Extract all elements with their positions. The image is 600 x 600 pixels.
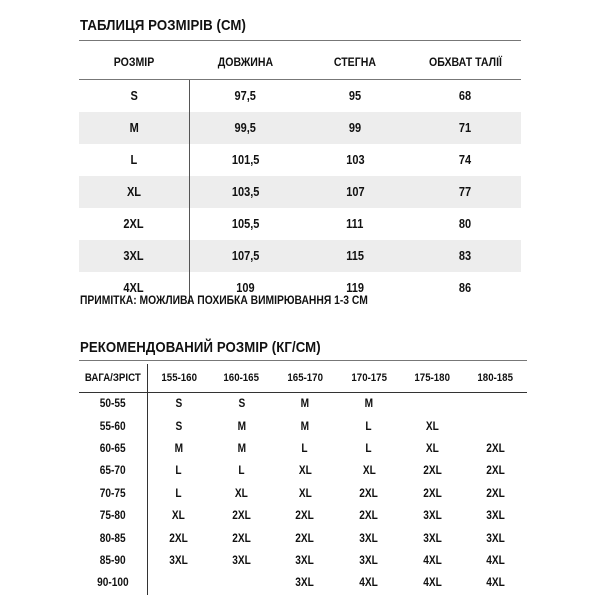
table-cell: [79, 80, 189, 113]
table-cell: [79, 176, 189, 208]
recommended-title-rule: [79, 360, 527, 361]
size-header-label: РОЗМІР: [113, 54, 155, 69]
corner-label: ВАГА/ЗРІСТ: [84, 372, 141, 384]
recommended-size-cell: [464, 550, 527, 572]
waist-header-label: ОБХВАТ ТАЛІЇ: [428, 54, 502, 69]
cell-value: 107,5: [231, 249, 260, 263]
recommended-size-cell: [401, 527, 464, 549]
recommended-size-value: XL: [235, 487, 248, 500]
recommended-size-value: XL: [298, 487, 312, 500]
cell-value: 99,5: [234, 121, 256, 135]
table-cell: [79, 112, 189, 144]
weight-range-label: 50-55: [99, 398, 126, 411]
cell-value: 107: [345, 185, 365, 199]
recommended-title: РЕКОМЕНДОВАНИЙ РОЗМІР (КГ/СМ): [80, 339, 321, 356]
recommended-size-value: XL: [426, 420, 439, 433]
recommended-size-value: 3XL: [423, 532, 442, 545]
recommended-size-value: L: [365, 420, 373, 433]
recommended-size-cell: [337, 393, 401, 416]
recommended-size-value: 2XL: [169, 532, 189, 545]
table-cell: [301, 176, 409, 208]
weight-range-label: 90-100: [96, 577, 129, 590]
recommended-size-cell: [401, 393, 464, 416]
cell-value: M: [129, 121, 139, 135]
table-cell: [189, 144, 301, 176]
table-row: [79, 144, 521, 176]
recommended-size-value: 2XL: [295, 532, 315, 545]
table-row: [79, 240, 521, 272]
recommended-size-cell: [337, 438, 401, 460]
height-range-label: 165-170: [287, 372, 323, 384]
recommended-size-cell: [147, 527, 210, 549]
recommended-size-cell: [401, 505, 464, 527]
recommended-size-cell: [210, 505, 273, 527]
recommended-size-value: 3XL: [295, 554, 315, 567]
cell-value: 101,5: [231, 153, 260, 167]
recommended-size-cell: [464, 527, 527, 549]
recommended-size-cell: [401, 438, 464, 460]
table-row: [79, 393, 527, 416]
recommended-size-value: 4XL: [486, 577, 505, 590]
table-row: [79, 505, 527, 527]
recommended-size-cell: [147, 415, 210, 437]
weight-range-cell: [79, 438, 147, 460]
recommended-size-value: 4XL: [423, 577, 442, 590]
recommended-size-value: M: [300, 420, 310, 433]
table-row: [79, 483, 527, 505]
recommended-size-cell: [337, 483, 401, 505]
cell-value: 111: [346, 217, 364, 231]
recommended-size-cell: [210, 460, 273, 482]
table-cell: [409, 80, 521, 113]
recommended-header-row: [79, 364, 527, 393]
weight-range-cell: [79, 505, 147, 527]
recommended-size-cell: [273, 527, 337, 549]
cell-value: 3XL: [123, 249, 144, 263]
recommended-size-value: 2XL: [423, 487, 442, 500]
recommended-size-cell: [147, 483, 210, 505]
table-cell: [189, 112, 301, 144]
recommended-size-cell: [147, 460, 210, 482]
recommended-size-value: 2XL: [486, 487, 505, 500]
recommended-size-cell: [464, 393, 527, 416]
recommended-size-cell: [401, 460, 464, 482]
weight-range-label: 70-75: [99, 487, 126, 500]
recommended-size-cell: [210, 393, 273, 416]
weight-range-cell: [79, 572, 147, 594]
recommended-size-cell: [464, 415, 527, 437]
table-row: [79, 572, 527, 594]
table-cell: [301, 144, 409, 176]
table-cell: [189, 80, 301, 113]
recommended-size-value: L: [365, 442, 373, 455]
weight-range-label: 65-70: [99, 465, 126, 478]
weight-height-corner: [79, 364, 147, 393]
recommended-size-cell: [210, 438, 273, 460]
cell-value: 115: [346, 249, 364, 263]
recommended-size-cell: [273, 505, 337, 527]
measurement-note: ПРИМІТКА: МОЖЛИВА ПОХИБКА ВИМІРЮВАННЯ 1-3 СМ: [80, 293, 368, 307]
table-row: [79, 527, 527, 549]
table-cell: [409, 112, 521, 144]
table-cell: [301, 112, 409, 144]
cell-value: 68: [458, 89, 472, 103]
cell-value: 77: [458, 185, 472, 199]
table-cell: [79, 240, 189, 272]
recommended-size-cell: [401, 572, 464, 594]
recommended-size-cell: [210, 527, 273, 549]
recommended-size-value: 3XL: [169, 554, 189, 567]
recommended-size-cell: [337, 505, 401, 527]
table-row: [79, 176, 521, 208]
table-cell: [409, 208, 521, 240]
cell-value: 103: [345, 153, 365, 167]
size-table-header-length: [189, 44, 301, 80]
cell-value: 4XL: [123, 281, 144, 295]
size-table-body: [79, 80, 521, 305]
height-range-header: [210, 364, 273, 393]
cell-value: 105,5: [231, 217, 260, 231]
recommended-size-value: 2XL: [232, 510, 251, 523]
size-table-header-size: [79, 44, 189, 80]
weight-range-label: 80-85: [99, 532, 126, 545]
recommended-size-cell: [401, 415, 464, 437]
table-row: [79, 438, 527, 460]
table-cell: [301, 80, 409, 113]
weight-range-cell: [79, 415, 147, 437]
recommended-size-value: L: [238, 465, 245, 478]
table-row: [79, 415, 527, 437]
recommended-size-value: 2XL: [232, 532, 251, 545]
recommended-size-cell: [273, 438, 337, 460]
table-cell: [409, 176, 521, 208]
table-cell: [189, 176, 301, 208]
weight-range-label: 55-60: [99, 420, 126, 433]
recommended-size-cell: [337, 572, 401, 594]
recommended-size-cell: [337, 460, 401, 482]
weight-range-cell: [79, 460, 147, 482]
height-range-header: [401, 364, 464, 393]
cell-value: L: [130, 153, 138, 167]
cell-value: 95: [348, 89, 362, 103]
recommended-size-cell: [210, 572, 273, 594]
recommended-size-value: M: [364, 398, 374, 411]
recommended-size-cell: [337, 550, 401, 572]
table-cell: [409, 240, 521, 272]
size-table: [79, 44, 521, 304]
recommended-size-cell: [337, 527, 401, 549]
recommended-size-value: XL: [172, 510, 186, 523]
recommended-size-value: XL: [298, 465, 312, 478]
table-cell: [189, 240, 301, 272]
recommended-size-value: L: [175, 487, 182, 500]
height-range-header: [147, 364, 210, 393]
height-range-header: [273, 364, 337, 393]
recommended-size-value: 3XL: [486, 510, 505, 523]
table-row: [79, 460, 527, 482]
recommended-size-cell: [464, 483, 527, 505]
weight-range-cell: [79, 527, 147, 549]
recommended-size-cell: [401, 550, 464, 572]
recommended-size-cell: [273, 572, 337, 594]
size-table-title: ТАБЛИЦЯ РОЗМІРІВ (СМ): [80, 17, 246, 34]
recommended-size-value: 3XL: [486, 532, 505, 545]
recommended-size-value: 4XL: [486, 554, 505, 567]
cell-value: 86: [458, 281, 472, 295]
cell-value: 71: [458, 121, 472, 135]
recommended-size-cell: [147, 550, 210, 572]
height-range-label: 160-165: [223, 372, 260, 384]
size-table-header-hips: [301, 44, 409, 80]
recommended-size-value: S: [238, 398, 245, 411]
table-cell: [409, 272, 521, 304]
recommended-size-cell: [464, 505, 527, 527]
recommended-size-value: 3XL: [232, 554, 251, 567]
recommended-size-cell: [147, 572, 210, 594]
recommended-size-cell: [210, 483, 273, 505]
cell-value: 119: [346, 281, 364, 295]
recommended-size-cell: [273, 550, 337, 572]
table-cell: [79, 144, 189, 176]
recommended-size-value: M: [300, 398, 310, 411]
weight-range-cell: [79, 483, 147, 505]
recommended-size-value: 3XL: [295, 577, 315, 590]
recommended-size-cell: [147, 505, 210, 527]
cell-value: 99: [348, 121, 362, 135]
cell-value: 83: [458, 249, 472, 263]
cell-value: 103,5: [231, 185, 260, 199]
recommended-size-cell: [273, 483, 337, 505]
recommended-size-cell: [210, 415, 273, 437]
table-cell: [301, 240, 409, 272]
height-range-label: 155-160: [160, 372, 197, 384]
recommended-size-value: 3XL: [423, 510, 442, 523]
height-range-header: [464, 364, 527, 393]
recommended-size-value: XL: [426, 442, 439, 455]
cell-value: XL: [126, 185, 141, 199]
size-table-title-rule: [79, 40, 521, 41]
recommended-table-body: [79, 393, 527, 595]
table-row: [79, 550, 527, 572]
size-table-header-waist: [409, 44, 521, 80]
weight-range-cell: [79, 550, 147, 572]
cell-value: S: [130, 89, 138, 103]
length-header-label: ДОВЖИНА: [217, 54, 273, 69]
recommended-size-value: L: [301, 442, 309, 455]
recommended-size-value: 2XL: [423, 465, 442, 478]
recommended-size-value: XL: [362, 465, 376, 478]
recommended-size-value: 2XL: [359, 510, 379, 523]
cell-value: 80: [458, 217, 472, 231]
recommended-size-value: 2XL: [486, 465, 505, 478]
recommended-size-cell: [464, 438, 527, 460]
recommended-size-cell: [337, 415, 401, 437]
recommended-size-value: 3XL: [359, 532, 379, 545]
recommended-size-cell: [273, 460, 337, 482]
weight-range-cell: [79, 393, 147, 416]
cell-value: 74: [458, 153, 472, 167]
recommended-size-value: 4XL: [359, 577, 379, 590]
recommended-size-cell: [464, 572, 527, 594]
cell-value: 109: [236, 281, 255, 295]
recommended-size-cell: [464, 460, 527, 482]
recommended-size-value: M: [237, 420, 246, 433]
weight-range-label: 85-90: [99, 554, 126, 567]
recommended-size-value: 3XL: [359, 554, 379, 567]
recommended-size-value: 4XL: [423, 554, 442, 567]
table-row: [79, 112, 521, 144]
recommended-size-value: S: [175, 398, 183, 411]
recommended-size-value: L: [175, 465, 182, 478]
cell-value: 97,5: [234, 89, 256, 103]
recommended-size-value: M: [174, 442, 183, 455]
height-range-label: 170-175: [351, 372, 387, 384]
table-cell: [301, 208, 409, 240]
hips-header-label: СТЕГНА: [333, 54, 377, 69]
recommended-size-cell: [273, 393, 337, 416]
recommended-table: [79, 364, 527, 595]
recommended-size-value: M: [237, 442, 246, 455]
table-cell: [79, 208, 189, 240]
recommended-size-value: 2XL: [486, 442, 505, 455]
recommended-size-value: 2XL: [359, 487, 379, 500]
height-range-header: [337, 364, 401, 393]
recommended-size-cell: [273, 415, 337, 437]
recommended-size-cell: [147, 438, 210, 460]
table-cell: [409, 144, 521, 176]
weight-range-label: 60-65: [99, 442, 126, 455]
table-row: [79, 208, 521, 240]
height-range-label: 175-180: [414, 372, 451, 384]
recommended-size-value: 2XL: [295, 510, 315, 523]
size-table-header-row: [79, 44, 521, 80]
height-range-label: 180-185: [477, 372, 514, 384]
table-row: [79, 80, 521, 113]
recommended-size-value: S: [175, 420, 183, 433]
cell-value: 2XL: [123, 217, 144, 231]
table-cell: [189, 208, 301, 240]
recommended-size-cell: [210, 550, 273, 572]
weight-range-label: 75-80: [99, 510, 126, 523]
recommended-size-cell: [401, 483, 464, 505]
recommended-size-cell: [147, 393, 210, 416]
